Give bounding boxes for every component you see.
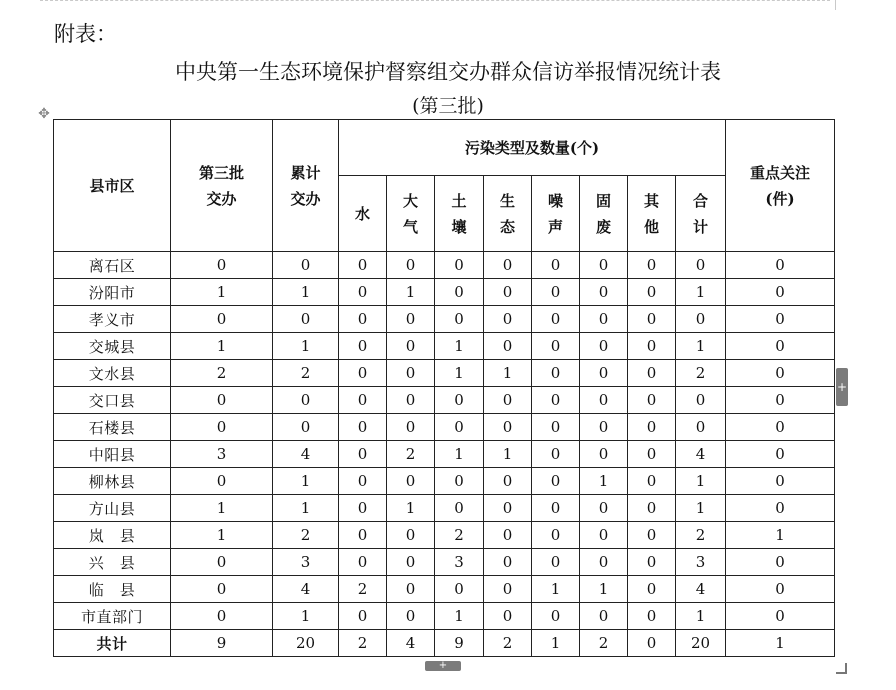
value-cell: 0 [726,441,835,468]
value-cell: 0 [532,468,580,495]
value-cell: 2 [273,522,339,549]
value-cell: 0 [726,360,835,387]
value-cell: 0 [171,549,273,576]
value-cell: 9 [171,630,273,657]
value-cell: 3 [273,549,339,576]
value-cell: 0 [726,603,835,630]
value-cell: 0 [387,252,435,279]
value-cell: 0 [339,252,387,279]
value-cell: 0 [484,495,532,522]
value-cell: 0 [628,306,676,333]
add-row-handle-icon[interactable]: + [425,661,461,671]
value-cell: 0 [628,549,676,576]
value-cell: 0 [580,306,628,333]
value-cell: 0 [484,414,532,441]
value-cell: 2 [580,630,628,657]
value-cell: 0 [387,603,435,630]
value-cell: 1 [171,279,273,306]
header-batch3: 第三批 交办 [171,120,273,252]
value-cell: 0 [532,306,580,333]
value-cell: 0 [628,468,676,495]
value-cell: 0 [484,252,532,279]
header-type-5: 固 废 [580,176,628,252]
value-cell: 0 [726,576,835,603]
value-cell: 0 [532,522,580,549]
value-cell: 1 [273,603,339,630]
value-cell: 20 [676,630,726,657]
region-cell: 中阳县 [54,441,171,468]
value-cell: 1 [387,279,435,306]
value-cell: 0 [580,279,628,306]
value-cell: 0 [339,414,387,441]
value-cell: 0 [532,414,580,441]
value-cell: 0 [628,387,676,414]
value-cell: 2 [484,630,532,657]
table-row [54,495,835,522]
value-cell: 1 [273,279,339,306]
region-cell: 临 县 [54,576,171,603]
value-cell: 0 [339,522,387,549]
value-cell: 0 [171,306,273,333]
value-cell: 2 [676,360,726,387]
value-cell: 1 [387,495,435,522]
region-cell: 石楼县 [54,414,171,441]
value-cell: 0 [339,306,387,333]
value-cell: 1 [676,279,726,306]
value-cell: 0 [171,603,273,630]
region-cell: 岚 县 [54,522,171,549]
statistics-table [53,119,835,657]
table-row [54,387,835,414]
value-cell: 0 [484,603,532,630]
value-cell: 0 [273,252,339,279]
value-cell: 3 [171,441,273,468]
table-row [54,414,835,441]
header-key-focus: 重点关注 (件) [726,120,835,252]
region-cell: 汾阳市 [54,279,171,306]
value-cell: 0 [580,441,628,468]
value-cell: 0 [387,333,435,360]
table-title: 中央第一生态环境保护督察组交办群众信访举报情况统计表 [175,60,721,84]
value-cell: 4 [676,576,726,603]
header-region: 县市区 [54,120,171,252]
value-cell: 1 [484,441,532,468]
value-cell: 0 [484,576,532,603]
value-cell: 0 [435,387,484,414]
value-cell: 0 [628,333,676,360]
value-cell: 0 [435,495,484,522]
value-cell: 0 [484,387,532,414]
value-cell: 2 [387,441,435,468]
value-cell: 1 [435,333,484,360]
value-cell: 0 [484,333,532,360]
value-cell: 0 [628,576,676,603]
table-row [54,603,835,630]
value-cell: 0 [726,495,835,522]
value-cell: 1 [676,468,726,495]
add-column-handle-icon[interactable]: + [836,368,848,406]
value-cell: 4 [387,630,435,657]
table-row [54,360,835,387]
value-cell: 0 [171,252,273,279]
value-cell: 0 [532,549,580,576]
region-cell: 方山县 [54,495,171,522]
table-row [54,522,835,549]
page-top-border [40,0,830,1]
header-type-0: 水 [339,176,387,252]
value-cell: 0 [484,279,532,306]
value-cell: 0 [726,279,835,306]
value-cell: 0 [484,522,532,549]
value-cell: 1 [273,333,339,360]
value-cell: 0 [580,414,628,441]
value-cell: 0 [387,549,435,576]
value-cell: 0 [580,387,628,414]
table-row [54,306,835,333]
value-cell: 0 [339,333,387,360]
value-cell: 0 [171,576,273,603]
value-cell: 0 [387,522,435,549]
region-cell: 孝义市 [54,306,171,333]
header-type-7: 合 计 [676,176,726,252]
value-cell: 0 [628,360,676,387]
header-pollution-types: 污染类型及数量(个) [339,120,726,176]
value-cell: 1 [273,495,339,522]
value-cell: 2 [339,630,387,657]
value-cell: 0 [580,522,628,549]
value-cell: 1 [435,441,484,468]
value-cell: 1 [676,333,726,360]
value-cell: 0 [273,306,339,333]
table-subtitle: (第三批) [412,95,484,117]
table-total-row [54,630,835,657]
value-cell: 1 [676,495,726,522]
value-cell: 0 [387,360,435,387]
value-cell: 1 [726,522,835,549]
value-cell: 1 [273,468,339,495]
region-cell: 交城县 [54,333,171,360]
value-cell: 0 [726,333,835,360]
value-cell: 0 [676,252,726,279]
value-cell: 4 [676,441,726,468]
region-cell: 离石区 [54,252,171,279]
value-cell: 1 [171,522,273,549]
value-cell: 0 [580,549,628,576]
value-cell: 0 [726,387,835,414]
value-cell: 0 [273,387,339,414]
header-type-2: 土 壤 [435,176,484,252]
table-row [54,549,835,576]
region-cell: 共计 [54,630,171,657]
value-cell: 0 [628,252,676,279]
table-header [54,120,835,252]
value-cell: 0 [628,279,676,306]
region-cell: 兴 县 [54,549,171,576]
value-cell: 0 [628,441,676,468]
value-cell: 0 [532,279,580,306]
value-cell: 0 [532,333,580,360]
table-resize-handle-icon[interactable] [836,663,847,674]
value-cell: 1 [484,360,532,387]
value-cell: 0 [532,252,580,279]
value-cell: 0 [435,414,484,441]
table-row [54,576,835,603]
value-cell: 0 [532,495,580,522]
value-cell: 0 [339,603,387,630]
value-cell: 0 [171,468,273,495]
value-cell: 0 [532,360,580,387]
value-cell: 0 [339,468,387,495]
value-cell: 3 [676,549,726,576]
appendix-label: 附表： [54,22,117,46]
value-cell: 1 [532,630,580,657]
value-cell: 1 [726,630,835,657]
value-cell: 1 [435,360,484,387]
value-cell: 0 [339,279,387,306]
header-type-3: 生 态 [484,176,532,252]
table-row [54,441,835,468]
value-cell: 0 [387,468,435,495]
value-cell: 0 [628,522,676,549]
table-row [54,279,835,306]
header-type-6: 其 他 [628,176,676,252]
value-cell: 0 [339,549,387,576]
value-cell: 0 [171,414,273,441]
value-cell: 0 [726,549,835,576]
page-corner-mark [835,0,860,10]
value-cell: 0 [628,414,676,441]
value-cell: 0 [580,252,628,279]
value-cell: 0 [726,252,835,279]
value-cell: 20 [273,630,339,657]
value-cell: 0 [339,387,387,414]
region-cell: 市直部门 [54,603,171,630]
value-cell: 1 [171,333,273,360]
value-cell: 0 [484,468,532,495]
value-cell: 0 [435,279,484,306]
value-cell: 0 [171,387,273,414]
value-cell: 1 [171,495,273,522]
value-cell: 0 [387,576,435,603]
value-cell: 2 [273,360,339,387]
value-cell: 0 [726,468,835,495]
value-cell: 0 [339,441,387,468]
value-cell: 0 [580,603,628,630]
value-cell: 4 [273,441,339,468]
value-cell: 1 [532,576,580,603]
value-cell: 1 [676,603,726,630]
value-cell: 0 [676,414,726,441]
value-cell: 0 [435,306,484,333]
value-cell: 0 [676,387,726,414]
value-cell: 0 [580,333,628,360]
value-cell: 0 [532,441,580,468]
region-cell: 文水县 [54,360,171,387]
region-cell: 柳林县 [54,468,171,495]
value-cell: 0 [387,306,435,333]
value-cell: 0 [387,414,435,441]
value-cell: 0 [726,306,835,333]
value-cell: 2 [676,522,726,549]
value-cell: 1 [435,603,484,630]
value-cell: 2 [171,360,273,387]
value-cell: 1 [580,576,628,603]
value-cell: 0 [273,414,339,441]
value-cell: 1 [580,468,628,495]
value-cell: 0 [628,603,676,630]
value-cell: 0 [532,387,580,414]
value-cell: 0 [628,495,676,522]
value-cell: 0 [435,576,484,603]
value-cell: 4 [273,576,339,603]
value-cell: 0 [628,630,676,657]
value-cell: 0 [387,387,435,414]
value-cell: 3 [435,549,484,576]
header-type-4: 噪 声 [532,176,580,252]
table-move-handle-icon[interactable]: ✥ [38,106,50,122]
value-cell: 0 [484,306,532,333]
value-cell: 0 [484,549,532,576]
value-cell: 2 [435,522,484,549]
value-cell: 0 [580,495,628,522]
region-cell: 交口县 [54,387,171,414]
value-cell: 0 [435,468,484,495]
table-row [54,333,835,360]
header-type-1: 大 气 [387,176,435,252]
value-cell: 0 [435,252,484,279]
value-cell: 0 [580,360,628,387]
value-cell: 0 [726,414,835,441]
value-cell: 9 [435,630,484,657]
table-body [54,252,835,657]
table-row [54,468,835,495]
table-row [54,252,835,279]
value-cell: 2 [339,576,387,603]
value-cell: 0 [339,360,387,387]
header-cumulative: 累计 交办 [273,120,339,252]
value-cell: 0 [676,306,726,333]
value-cell: 0 [532,603,580,630]
value-cell: 0 [339,495,387,522]
